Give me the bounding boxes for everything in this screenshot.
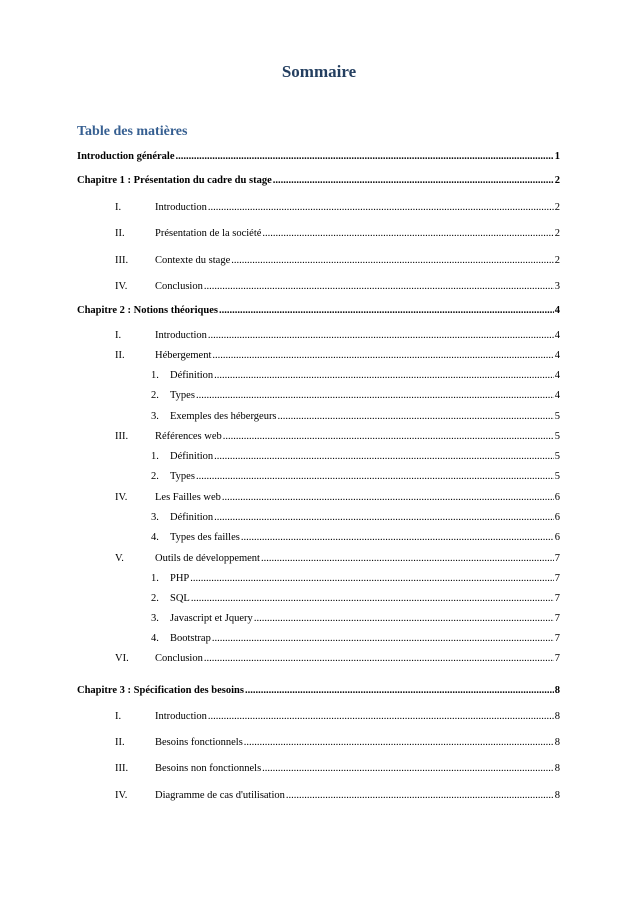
toc-entry[interactable] bbox=[77, 762, 560, 776]
toc-entry-number: 1. bbox=[151, 573, 159, 584]
toc-entry-title: Références web bbox=[155, 431, 222, 442]
toc-entry-page: 2 bbox=[554, 228, 560, 239]
toc-entry-title: Types bbox=[170, 390, 195, 401]
toc-entry-page: 7 bbox=[554, 573, 560, 584]
toc-entry-title: Chapitre 2 : Notions théoriques bbox=[77, 305, 218, 316]
toc-entry-number: 4. bbox=[151, 532, 159, 543]
toc-entry[interactable] bbox=[77, 389, 560, 403]
toc-entry-page: 4 bbox=[554, 390, 560, 401]
toc-entry-page: 8 bbox=[554, 685, 560, 696]
toc-entry-number: I. bbox=[115, 202, 122, 213]
toc-entry[interactable] bbox=[77, 552, 560, 566]
toc-entry[interactable] bbox=[77, 491, 560, 505]
toc-entry[interactable] bbox=[77, 349, 560, 363]
toc-entry[interactable] bbox=[77, 227, 560, 241]
toc-entry[interactable] bbox=[77, 201, 560, 215]
toc-entry-title: Présentation de la société bbox=[155, 228, 262, 239]
toc-entry-page: 7 bbox=[554, 593, 560, 604]
toc-entry-number: I. bbox=[115, 711, 122, 722]
toc-entry[interactable] bbox=[77, 612, 560, 626]
toc-entry-title: Outils de développement bbox=[155, 553, 260, 564]
dot-leader bbox=[208, 201, 554, 215]
toc-entry-page: 8 bbox=[554, 711, 560, 722]
toc-entry-page: 4 bbox=[554, 330, 560, 341]
toc-entry-number: 2. bbox=[151, 471, 159, 482]
toc-entry-number: 1. bbox=[151, 370, 159, 381]
toc-entry-page: 4 bbox=[554, 305, 560, 316]
toc-entry[interactable] bbox=[77, 150, 560, 164]
dot-leader bbox=[204, 280, 554, 294]
toc-entry-page: 5 bbox=[554, 471, 560, 482]
dot-leader bbox=[191, 592, 554, 606]
toc-entry-number: VI. bbox=[115, 653, 129, 664]
toc-entry-page: 5 bbox=[554, 411, 560, 422]
toc-entry-page: 7 bbox=[554, 653, 560, 664]
toc-entry-page: 6 bbox=[554, 492, 560, 503]
dot-leader bbox=[214, 450, 554, 464]
toc-entry-page: 7 bbox=[554, 633, 560, 644]
dot-leader bbox=[196, 470, 554, 484]
toc-entry-number: 2. bbox=[151, 390, 159, 401]
dot-leader bbox=[190, 572, 553, 586]
dot-leader bbox=[273, 174, 554, 188]
toc-entry-number: IV. bbox=[115, 790, 128, 801]
dot-leader bbox=[262, 227, 553, 241]
dot-leader bbox=[278, 410, 554, 424]
dot-leader bbox=[244, 736, 554, 750]
toc-entry-page: 8 bbox=[554, 790, 560, 801]
toc-entry-page: 3 bbox=[554, 281, 560, 292]
toc-entry-title: Introduction bbox=[155, 711, 207, 722]
toc-entry-title: Javascript et Jquery bbox=[170, 613, 253, 624]
dot-leader bbox=[261, 552, 554, 566]
toc-entry-page: 5 bbox=[554, 451, 560, 462]
toc-entry[interactable] bbox=[77, 592, 560, 606]
toc-entry[interactable] bbox=[77, 710, 560, 724]
toc-entry[interactable] bbox=[77, 254, 560, 268]
toc-entry[interactable] bbox=[77, 430, 560, 444]
dot-leader bbox=[208, 329, 554, 343]
toc-entry-number: 4. bbox=[151, 633, 159, 644]
dot-leader bbox=[245, 684, 554, 698]
toc-entry[interactable] bbox=[77, 789, 560, 803]
dot-leader bbox=[222, 491, 554, 505]
toc-entry-number: IV. bbox=[115, 492, 128, 503]
toc-entry-number: 2. bbox=[151, 593, 159, 604]
toc-entry-title: Chapitre 3 : Spécification des besoins bbox=[77, 685, 244, 696]
toc-entry-page: 2 bbox=[554, 202, 560, 213]
toc-entry-number: 3. bbox=[151, 613, 159, 624]
toc-entry-number: III. bbox=[115, 763, 129, 774]
dot-leader bbox=[223, 430, 554, 444]
dot-leader bbox=[212, 632, 554, 646]
toc-entry-title: Bootstrap bbox=[170, 633, 211, 644]
toc-entry-title: Besoins fonctionnels bbox=[155, 737, 243, 748]
toc-entry-page: 7 bbox=[554, 553, 560, 564]
toc-entry-page: 1 bbox=[554, 151, 560, 162]
dot-leader bbox=[212, 349, 553, 363]
toc-entry-title: Hébergement bbox=[155, 350, 212, 361]
toc-entry-number: 3. bbox=[151, 411, 159, 422]
toc-entry-number: III. bbox=[115, 255, 129, 266]
toc-entry[interactable] bbox=[77, 652, 560, 666]
toc-entry-title: Types bbox=[170, 471, 195, 482]
toc-entry-page: 6 bbox=[554, 512, 560, 523]
toc-entry-title: Introduction bbox=[155, 330, 207, 341]
dot-leader bbox=[254, 612, 554, 626]
toc-entry[interactable] bbox=[77, 450, 560, 464]
dot-leader bbox=[286, 789, 554, 803]
page-title: Sommaire bbox=[281, 62, 357, 81]
dot-leader bbox=[196, 389, 554, 403]
toc-entry-title: PHP bbox=[170, 573, 190, 584]
dot-leader bbox=[204, 652, 554, 666]
toc-entry-page: 2 bbox=[554, 175, 560, 186]
toc-entry[interactable] bbox=[77, 736, 560, 750]
dot-leader bbox=[214, 369, 554, 383]
toc-entry-title: Définition bbox=[170, 451, 214, 462]
toc-entry-page: 8 bbox=[554, 763, 560, 774]
dot-leader bbox=[176, 150, 554, 164]
toc-entry-title: Les Failles web bbox=[155, 492, 221, 503]
dot-leader bbox=[231, 254, 554, 268]
toc-entry[interactable] bbox=[77, 304, 560, 318]
toc-entry[interactable] bbox=[77, 410, 560, 424]
toc-entry-number: 3. bbox=[151, 512, 159, 523]
toc-entry-title: Définition bbox=[170, 370, 214, 381]
toc-entry[interactable] bbox=[77, 369, 560, 383]
toc-entry[interactable] bbox=[77, 572, 560, 586]
toc-entry-number: IV. bbox=[115, 281, 128, 292]
toc-entry-title: Diagramme de cas d'utilisation bbox=[155, 790, 285, 801]
dot-leader bbox=[208, 710, 554, 724]
toc-entry[interactable] bbox=[77, 329, 560, 343]
toc-entry[interactable] bbox=[77, 684, 560, 698]
toc-entry-page: 4 bbox=[554, 370, 560, 381]
toc-heading: Table des matières bbox=[77, 124, 188, 139]
toc-entry[interactable] bbox=[77, 280, 560, 294]
toc-entry-title: Définition bbox=[170, 512, 214, 523]
dot-leader bbox=[241, 531, 554, 545]
toc-entry-number: V. bbox=[115, 553, 124, 564]
dot-leader bbox=[219, 304, 554, 318]
toc-entry-page: 5 bbox=[554, 431, 560, 442]
toc-entry-page: 2 bbox=[554, 255, 560, 266]
toc-entry-title: Chapitre 1 : Présentation du cadre du stage bbox=[77, 175, 272, 186]
toc-entry-title: Introduction générale bbox=[77, 151, 175, 162]
toc-entry[interactable] bbox=[77, 531, 560, 545]
toc-entry-title: Introduction bbox=[155, 202, 207, 213]
toc-entry[interactable] bbox=[77, 632, 560, 646]
dot-leader bbox=[214, 511, 554, 525]
toc-entry-title: Besoins non fonctionnels bbox=[155, 763, 262, 774]
toc-entry-title: Types des failles bbox=[170, 532, 240, 543]
toc-entry[interactable] bbox=[77, 174, 560, 188]
toc-entry-number: I. bbox=[115, 330, 122, 341]
toc-entry-page: 7 bbox=[554, 613, 560, 624]
toc-entry-number: 1. bbox=[151, 451, 159, 462]
toc-entry-title: SQL bbox=[170, 593, 190, 604]
dot-leader bbox=[262, 762, 554, 776]
toc-entry[interactable] bbox=[77, 511, 560, 525]
toc-entry-title: Contexte du stage bbox=[155, 255, 231, 266]
toc-entry-number: II. bbox=[115, 228, 125, 239]
toc-entry-number: II. bbox=[115, 737, 125, 748]
toc-entry-number: III. bbox=[115, 431, 129, 442]
toc-entry[interactable] bbox=[77, 470, 560, 484]
toc-entry-page: 6 bbox=[554, 532, 560, 543]
toc-entry-number: II. bbox=[115, 350, 125, 361]
toc-entry-title: Conclusion bbox=[155, 653, 203, 664]
toc-entry-page: 4 bbox=[554, 350, 560, 361]
toc-entry-title: Conclusion bbox=[155, 281, 203, 292]
toc-entry-title: Exemples des hébergeurs bbox=[170, 411, 277, 422]
toc-entry-page: 8 bbox=[554, 737, 560, 748]
